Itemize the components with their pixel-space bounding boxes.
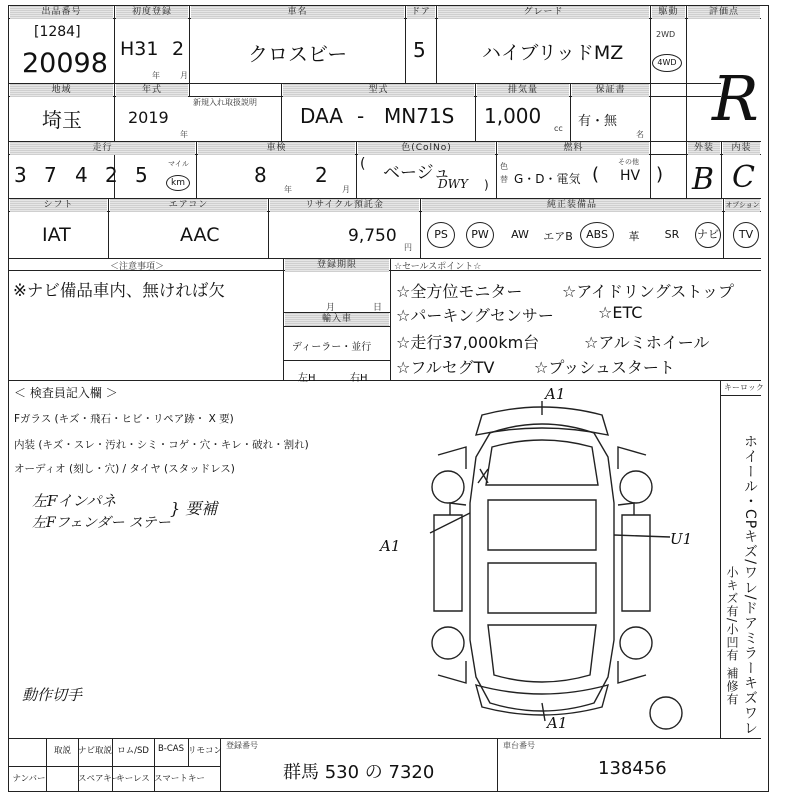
mileage-digit: 2 — [105, 163, 118, 187]
exterior-grade: B — [692, 162, 715, 197]
header-options: オプション — [725, 199, 760, 212]
door-count: 5 — [413, 38, 426, 62]
header-fuel: 燃料 — [498, 142, 649, 155]
rule — [8, 380, 761, 381]
car-name: クロスビー — [248, 42, 348, 66]
diagram-mark-front: A1 — [545, 385, 566, 403]
equipment-sunroof: SR — [664, 228, 680, 241]
equipment-abs-circled: ABS — [580, 222, 614, 248]
equipment-ps-circled: PS — [427, 222, 455, 248]
recycle-value: 9,750 — [348, 226, 397, 246]
header-rating: 評価点 — [688, 6, 760, 19]
equipment-tv-circled: TV — [733, 222, 759, 248]
recycle-unit: 円 — [404, 243, 412, 252]
header-mileage: 走行 — [10, 142, 195, 155]
header-inspection: 車検 — [198, 142, 355, 155]
inspector-line-audio: オーディオ (刻し・穴) / タイヤ (スタッドレス) — [14, 463, 235, 475]
color-paren-close: ) — [484, 178, 489, 192]
accessory-label: スマートキー — [154, 774, 205, 784]
rule — [281, 83, 282, 141]
rule — [720, 380, 721, 738]
shift-value: IAT — [42, 224, 71, 246]
first-reg-era: H31 — [120, 38, 159, 60]
handwritten-note: 動作切手 — [22, 686, 83, 704]
diagram-mark-right: U1 — [670, 530, 693, 548]
damage-legend-text: ホイール・CPキズ/ワレ/ドアミラーキズワレ — [742, 434, 758, 736]
fuel-other-label: その他 — [618, 158, 639, 166]
accessory-label: B-CAS — [157, 744, 185, 754]
rule — [420, 198, 421, 258]
footer-reg-label: 登録番号 — [226, 741, 258, 750]
transfer-dealer: ディーラー・並行 — [292, 342, 372, 353]
diagram-mark-left: A1 — [380, 537, 401, 555]
header-shift: シフト — [10, 199, 107, 212]
inspection-month: 2 — [315, 163, 328, 187]
color-change-label: 色替 — [500, 162, 508, 184]
fuel-hv: HV — [620, 168, 641, 184]
mileage-unit-km-circled: km — [166, 175, 190, 191]
displacement-unit: cc — [554, 124, 563, 133]
accessory-label: ナンバー — [12, 774, 46, 784]
accessory-label: ロム/SD — [117, 746, 149, 756]
handwritten-note: 左Fインパネ — [32, 492, 117, 510]
registration-number: 群馬 530 の 7320 — [283, 762, 435, 783]
sales-point: ☆プッシュスタート — [534, 358, 675, 377]
aircon-value: AAC — [180, 224, 220, 246]
rule — [283, 360, 390, 361]
sales-point: ☆パーキングセンサー — [396, 306, 554, 325]
car-damage-diagram — [370, 385, 715, 737]
header-region: 地域 — [10, 84, 113, 97]
color-paren-open: ( — [360, 156, 366, 172]
rule — [436, 5, 437, 83]
interior-grade: C — [732, 160, 755, 195]
handwritten-note: } 要補 — [170, 499, 218, 518]
rule — [189, 5, 190, 96]
reg-deadline-month: 月 — [326, 303, 336, 313]
header-warranty: 保証書 — [572, 84, 649, 97]
inspector-line-interior: 内装 (キズ・スレ・汚れ・シミ・コゲ・穴・キレ・破れ・割れ) — [14, 439, 309, 451]
rule — [723, 198, 724, 258]
accessory-label: リモコン — [188, 746, 223, 756]
header-notes: ＜注意事項＞ — [110, 262, 165, 272]
fuel-paren-open: ( — [592, 164, 600, 185]
equipment-airbag: エアB — [543, 230, 573, 243]
inspection-year: 8 — [254, 163, 267, 187]
damage-legend-text: 小キズ有/小凹有 補修有 — [725, 566, 739, 706]
mileage-digit: 4 — [75, 163, 88, 187]
sales-point: ☆アルミホイール — [584, 333, 710, 352]
model-dash: - — [357, 104, 365, 128]
header-aircon: エアコン — [110, 199, 267, 212]
header-sales-points: ☆セールスポイント☆ — [394, 262, 482, 272]
displacement-value: 1,000 — [484, 104, 542, 128]
drive-2wd: 2WD — [656, 30, 676, 39]
inspection-year-unit: 年 — [284, 185, 292, 194]
model-year-value: 2019 — [128, 108, 169, 127]
diagram-mark-rear: A1 — [547, 714, 568, 732]
rule — [283, 326, 390, 327]
fuel-options: G・D・電気 — [514, 172, 581, 186]
header-transfer: 輸入車 — [285, 313, 389, 326]
transfer-left-hand: 左H — [298, 373, 316, 384]
rule — [686, 5, 687, 198]
header-drive: 駆動 — [652, 6, 685, 19]
rule — [196, 141, 197, 198]
rule — [108, 198, 109, 258]
header-lot-no: 出品番号 — [10, 6, 113, 19]
model-sub-label: 新規入れ取扱説明 — [193, 98, 257, 107]
footer-chassis-label: 車台番号 — [503, 741, 535, 750]
model-year-unit: 年 — [180, 130, 188, 139]
drive-4wd-circled: 4WD — [652, 54, 682, 72]
header-reg-deadline: 登録期限 — [285, 259, 389, 272]
accessory-label: ナビ取説 — [78, 746, 113, 756]
header-car-name: 車名 — [191, 6, 404, 19]
color-code: DWY — [438, 177, 468, 191]
header-exterior: 外装 — [688, 142, 720, 155]
sales-point: ☆走行37,000km台 — [396, 333, 540, 352]
inspector-header: ＜ 検査員記入欄 ＞ — [14, 386, 118, 400]
rule — [570, 83, 571, 141]
header-keylock: キーロック — [724, 383, 764, 392]
accessory-label: 取説 — [53, 746, 71, 756]
mileage-unit-mile: マイル — [168, 160, 189, 168]
sales-point: ☆ETC — [598, 303, 643, 322]
lot-number: 20098 — [22, 48, 108, 79]
warranty-unit: 名 — [636, 130, 644, 139]
header-equipment: 純正装備品 — [422, 199, 722, 212]
rule — [268, 198, 269, 258]
sales-point: ☆アイドリングストップ — [562, 282, 734, 301]
rating-value: R — [712, 62, 759, 135]
first-reg-month: 2 — [172, 38, 185, 60]
inspection-month-unit: 月 — [342, 185, 350, 194]
header-first-registration: 初度登録 — [116, 6, 188, 19]
chassis-number: 138456 — [598, 758, 667, 779]
first-reg-year-unit: 年 — [152, 71, 160, 80]
rule — [283, 258, 284, 380]
header-grade: グレード — [438, 6, 649, 19]
equipment-aw: AW — [511, 228, 529, 241]
handwritten-note: 左Fフェンダー ステー — [32, 515, 171, 531]
rule — [720, 395, 761, 396]
header-doors: ドア — [407, 6, 435, 19]
header-displacement: 排気量 — [477, 84, 569, 97]
rule — [405, 5, 406, 83]
sales-point: ☆フルセグTV — [396, 358, 495, 377]
header-model: 型式 — [283, 84, 474, 97]
rule — [356, 141, 357, 198]
accessory-label: スペアキー — [78, 774, 121, 784]
mileage-digit: 5 — [135, 163, 148, 187]
header-interior: 内装 — [723, 142, 760, 155]
first-reg-month-unit: 月 — [180, 71, 188, 80]
note-line: ※ナビ備品車内、無ければ欠 — [13, 281, 225, 300]
transfer-right-hand: 右H — [350, 373, 368, 384]
rule — [496, 141, 497, 198]
accessory-label: キーレス — [116, 774, 150, 784]
fuel-paren-close: ) — [656, 164, 664, 185]
lot-sub-number: [1284] — [34, 24, 81, 40]
rule — [721, 141, 722, 198]
model-code: MN71S — [384, 104, 455, 128]
header-color: 色(ColNo) — [358, 142, 495, 155]
equipment-navi-circled: ナビ — [695, 222, 721, 248]
region-value: 埼玉 — [42, 108, 82, 132]
model-prefix: DAA — [300, 104, 343, 128]
warranty-options: 有・無 — [578, 114, 618, 129]
mileage-digit: 3 — [14, 163, 27, 187]
equipment-pw-circled: PW — [466, 222, 494, 248]
rule — [497, 738, 498, 792]
header-model-year: 年式 — [116, 84, 188, 97]
reg-deadline-day: 日 — [373, 303, 383, 313]
rule — [8, 766, 220, 767]
equipment-leather: 革 — [628, 230, 640, 243]
grade-name: ハイブリッドMZ — [482, 42, 624, 64]
header-recycle: リサイクル預託金 — [270, 199, 419, 212]
mileage-digit: 7 — [44, 163, 57, 187]
inspector-line-glass: Fガラス (キズ・飛石・ヒビ・リペア跡・ X 要) — [14, 413, 234, 425]
rule — [8, 738, 761, 739]
rule — [650, 5, 651, 198]
rule — [390, 258, 391, 380]
color-name: ベージュ — [383, 163, 451, 183]
sales-point: ☆全方位モニター — [396, 282, 523, 301]
rule — [475, 83, 476, 141]
